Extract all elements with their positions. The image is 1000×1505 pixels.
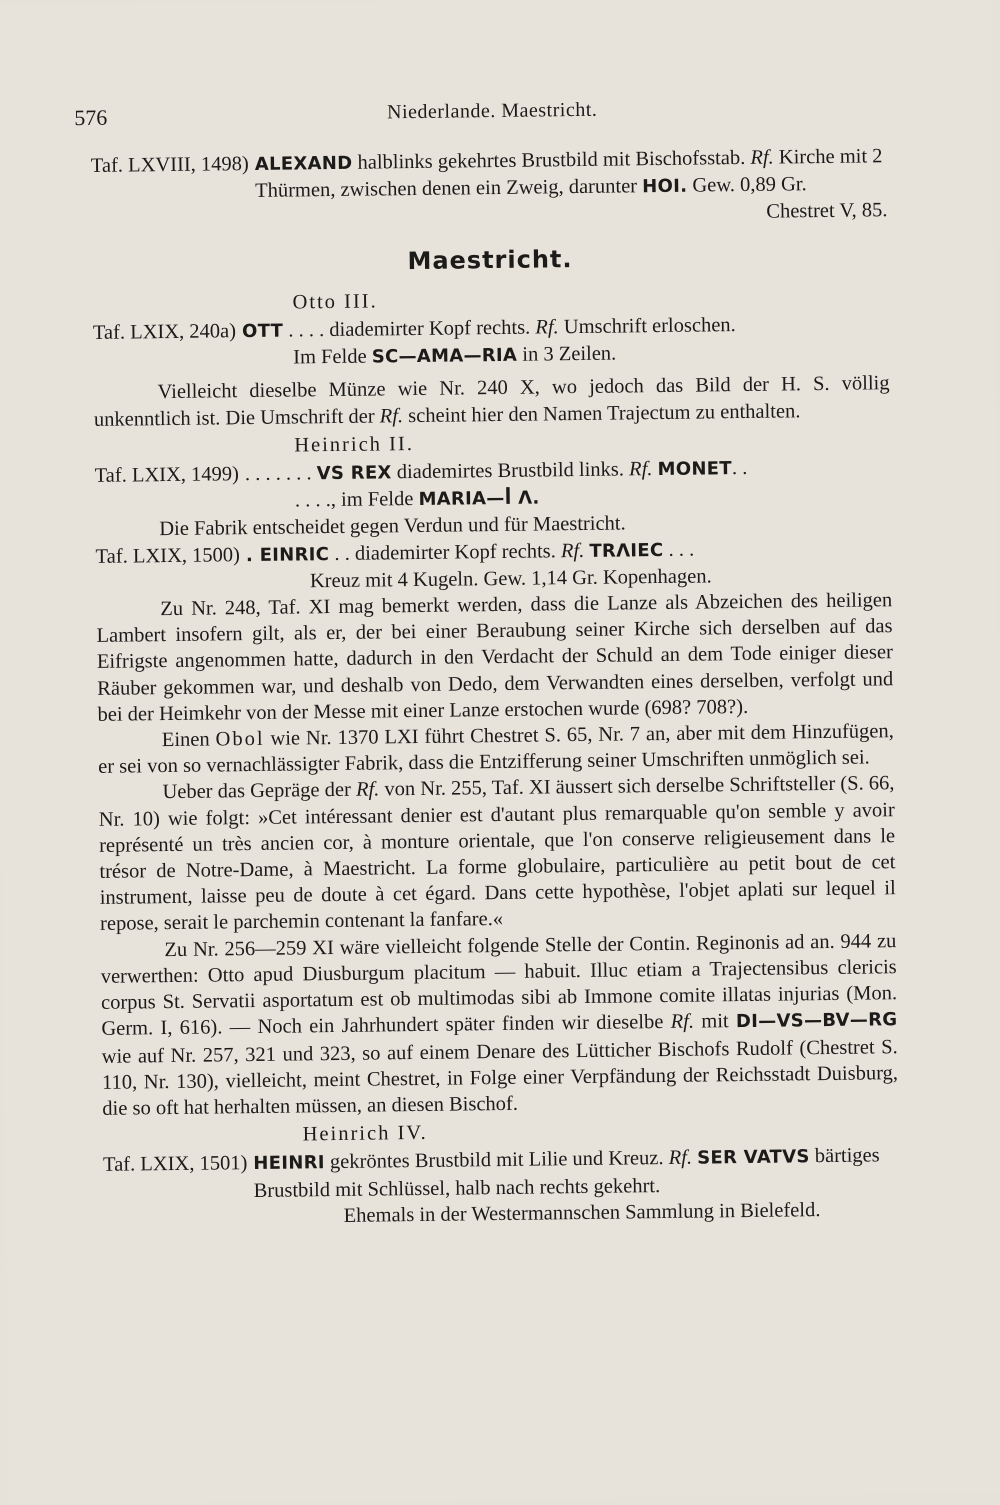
reverse-abbrev: Rf.	[670, 1010, 695, 1034]
running-title: Niederlande. Maestricht.	[386, 98, 598, 124]
coin-legend: DI—VS—BV—RG	[735, 1009, 898, 1033]
plate-reference: Taf. LXVIII, 1498)	[90, 153, 249, 177]
plate-reference: Taf. LXIX, 1499)	[94, 463, 240, 487]
running-header	[74, 95, 910, 135]
reverse-abbrev: Rf.	[535, 316, 559, 339]
reverse-abbrev: Rf.	[668, 1146, 693, 1170]
reverse-text: Kirche mit 2 Thürmen, zwischen denen ein Zweig, darunter	[254, 145, 883, 203]
ruler-heading: Heinrich IV.	[302, 1122, 428, 1146]
ruler-heading: Otto III.	[292, 290, 378, 314]
reverse-abbrev: Rf.	[379, 404, 404, 428]
reverse-text: bärtiges Brustbild mit Schlüssel, halb nach rechts gekehrt.	[253, 1144, 880, 1202]
entry-continuation: Im Felde SC—AMA—RIA in 3 Zeilen.	[293, 342, 617, 369]
obverse-text: diademirtes Brustbild links.	[396, 458, 625, 484]
coin-legend: MONET	[657, 458, 733, 481]
entry-description: . EINRIC . . diademirter Kopf rechts. Rf. TRΛIEC . . .	[245, 538, 695, 566]
obverse-text: halblinks gekehrtes Brustbild mit Bischofsstab.	[357, 146, 746, 174]
weight-text: Gew. 0,89 Gr.	[692, 173, 807, 197]
reverse-abbrev: Rf.	[750, 146, 774, 169]
coin-legend: SC—AMA—RIA	[371, 344, 518, 368]
coin-legend: MARIA—ꟾ Λ.	[418, 487, 540, 511]
paragraph: Einen Obol wie Nr. 1370 LXI führt Chestret S. 65, Nr. 7 an, aber mit dem Hinzufügen, er sei von so vernachlässigter Fabrik, dass die Entzifferung seiner Umschriften unmöglich sei.	[98, 720, 894, 779]
reverse-abbrev: Rf.	[560, 539, 585, 562]
entry-description	[255, 143, 888, 231]
page-body	[91, 143, 900, 1232]
coin-legend: . EINRIC	[245, 543, 330, 566]
coin-legend: SER VATVS	[697, 1146, 810, 1169]
obverse-text: . . . . diademirter Kopf rechts.	[288, 316, 531, 342]
plate-reference: Taf. LXIX, 1501)	[102, 1152, 248, 1177]
coin-legend: TRΛIEC	[589, 539, 664, 562]
plate-reference: Taf. LXIX, 1500)	[95, 543, 241, 568]
plate-reference: Taf. LXIX, 240a)	[92, 320, 237, 344]
section-title: Maestricht.	[407, 244, 573, 275]
ruler-heading: Heinrich II.	[294, 432, 415, 457]
paragraph: Zu Nr. 256—259 XI wäre vielleicht folgende Stelle der Contin. Reginonis ad an. 944 zu verwerthen: Otto apud Diusburgum placitum — habuit. Illuc etiam a Trajectensibus clericis corpus St. Servatii asportatum est ob multimodas sibi ab Immone comite illatas injurias (Mon. Germ. I, 616). — Noch ein Jahrhundert später finden wir dieselbe Rf. mit DI—VS—BV—RG wie auf Nr. 257, 321 und 323, so auf einem Denare des Lütticher Bischofs Rudolf (Chestret S. 110, Nr. 130), vielleicht, meint Chestret, in Folge einer Verpfändung der Reichsstadt Duisburg, die so oft hat herhalten müssen, an diesen Bischof.	[100, 929, 899, 1120]
paragraph: Vielleicht dieselbe Münze wie Nr. 240 X, wo jedoch das Bild der H. S. völlig unkenntlich ist. Die Umschrift der Rf. scheint hier den Namen Trajectum zu enthalten.	[93, 372, 890, 431]
paragraph: Ueber das Gepräge der Rf. von Nr. 255, Taf. XI äussert sich derselbe Schriftsteller (S. 66, Nr. 10) wie folgt: »Cet intéressant denier est d'autant plus remarquable qu'on semble y avoir représenté un très ancien cor, à monture orientale, que l'on conserve religieusement dans le trésor de Notre-Dame, à Maestricht. La forme globulaire, particulière au petit bout de cet instrument, laisse peu de doute à cet égard. Dans cette hypothèse, l'objet aplati sur lequel il repose, serait le parchemin contenant la fanfare.«	[98, 772, 896, 936]
entry-continuation: Kreuz mit 4 Kugeln. Gew. 1,14 Gr. Kopenhagen.	[309, 565, 712, 593]
page-number: 576	[74, 104, 108, 131]
coin-legend: VS REX	[316, 462, 392, 485]
coin-legend: HEINRI	[253, 1152, 325, 1175]
obverse-text: . . diademirter Kopf rechts.	[334, 539, 556, 565]
obverse-text: gekröntes Brustbild mit Lilie und Kreuz.	[329, 1147, 664, 1174]
entry-description: . . . . . . . VS REX diademirtes Brustbild links. Rf. MONET. .	[244, 456, 748, 486]
paragraph: Die Fabrik entscheidet gegen Verdun und für Maestricht.	[159, 512, 626, 541]
source-reference: Chestret V, 85.	[766, 199, 888, 224]
reverse-text: Umschrift erloschen.	[563, 314, 736, 339]
reverse-abbrev: Rf.	[628, 458, 653, 481]
coin-legend: ALEXAND	[254, 152, 353, 175]
coin-legend: HOI.	[642, 175, 688, 198]
catalog-entry-1501	[103, 1142, 900, 1205]
reverse-abbrev: Rf.	[355, 778, 380, 802]
paragraph: Ehemals in der Westermannschen Sammlung in Bielefeld.	[343, 1198, 821, 1227]
coin-legend: OTT	[241, 320, 284, 343]
catalog-entry-1498	[91, 143, 888, 233]
paragraph: Zu Nr. 248, Taf. XI mag bemerkt werden, dass die Lanze als Abzeichen des heiligen Lambert insofern gilt, als er, der bei einer Beraubung seiner Kirche sich derselben auf das Eifrigste angenommen hatte, dadurch in den Verdacht der Schuld an dem Tode einiger dieser Räuber gekommen war, und deshalb von Dedo, dem Verwandten eines derselben, verfolgt und bei der Heimkehr von der Messe mit einer Lanze erstochen wurde (698? 708?).	[96, 589, 894, 726]
entry-continuation: . . . ., im Felde MARIA—ꟾ Λ.	[294, 487, 540, 512]
entry-description	[253, 1142, 899, 1203]
